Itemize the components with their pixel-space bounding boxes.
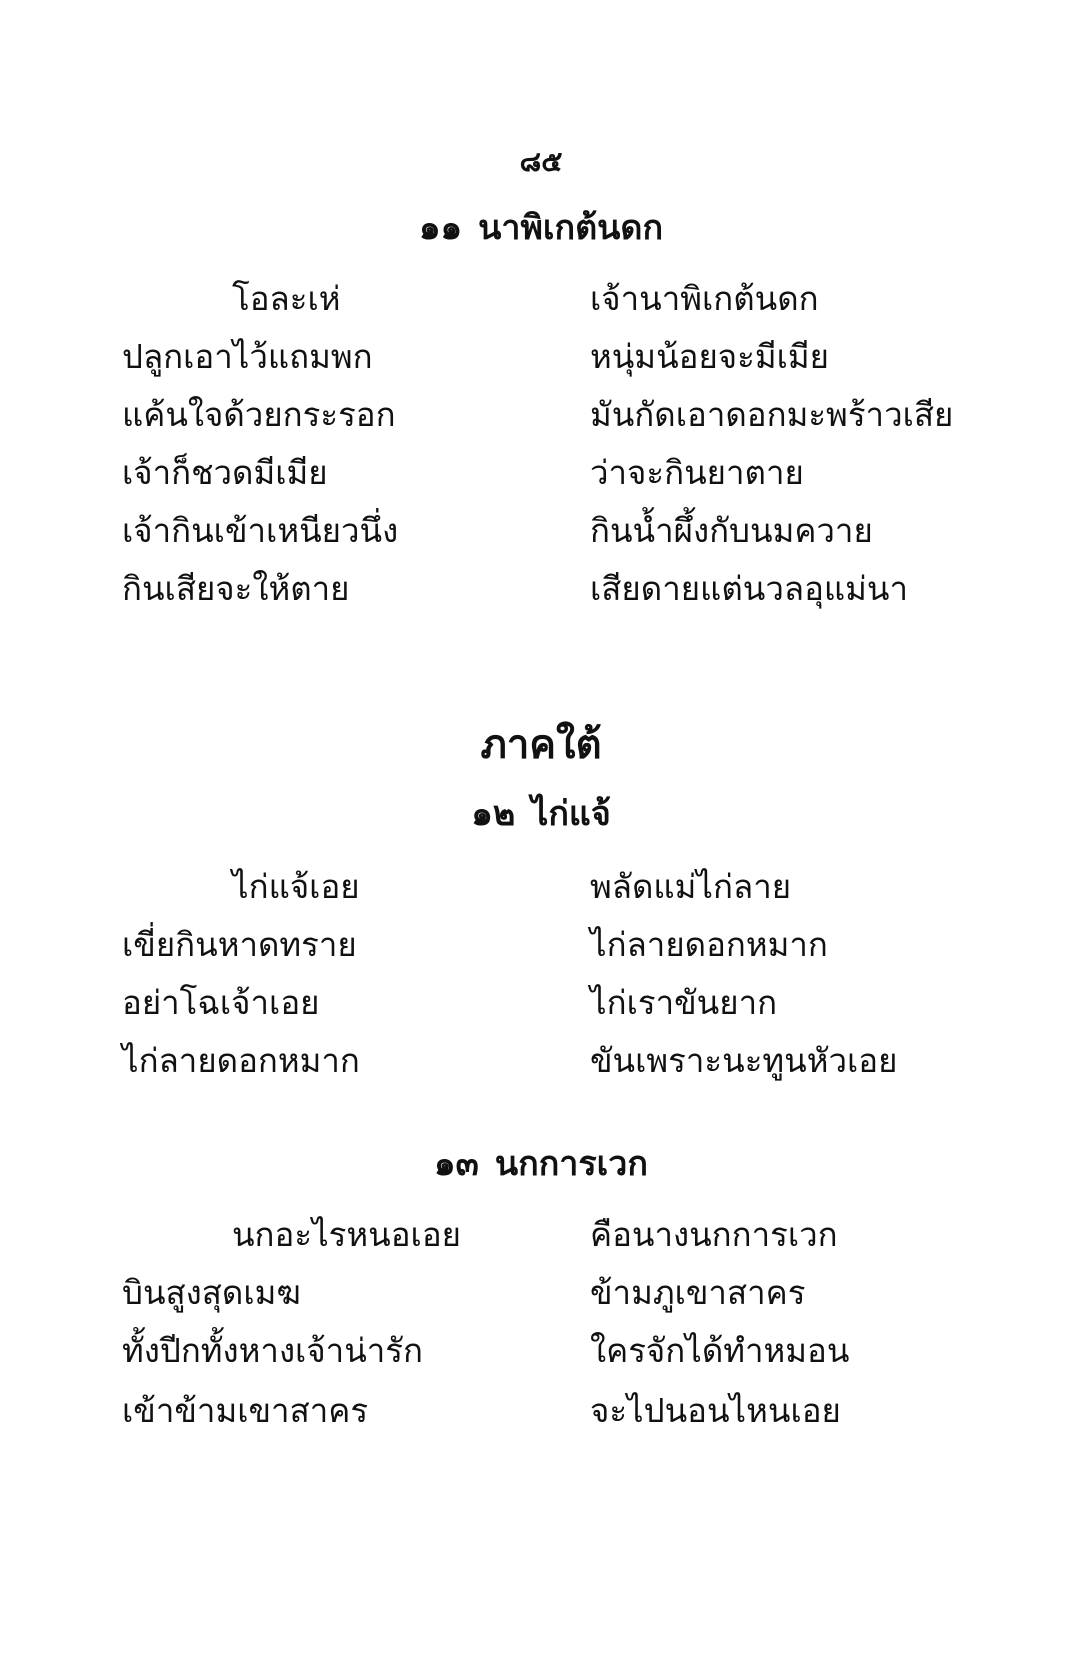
section-title: ไก่แจ้ <box>531 794 611 834</box>
verse-line: กินเสียจะให้ตาย <box>122 569 350 608</box>
verse-line: บินสูงสุดเมฆ <box>122 1273 301 1312</box>
verse-line: ขันเพราะนะทูนหัวเอย <box>590 1041 898 1080</box>
verse-line: เจ้าก็ชวดมีเมีย <box>122 453 328 492</box>
verse-line: พลัดแม่ไก่ลาย <box>590 867 792 906</box>
section-12-title <box>0 786 1082 840</box>
region-heading: ภาคใต้ <box>480 722 602 768</box>
verse-line: จะไปนอนไหนเอย <box>590 1391 841 1430</box>
verse-line: คือนางนกการเวก <box>590 1215 838 1254</box>
verse-line: เขี่ยกินหาดทราย <box>122 925 357 964</box>
section-title: นาพิเกต้นดก <box>478 208 664 248</box>
verse-line: อย่าโฉเจ้าเอย <box>122 983 320 1022</box>
verse-line: เจ้ากินเข้าเหนียวนึ่ง <box>122 511 399 550</box>
section-13-title <box>0 1136 1082 1190</box>
verse-line: แค้นใจด้วยกระรอก <box>122 395 396 434</box>
verse-line: เจ้านาพิเกต้นดก <box>590 279 819 318</box>
verse-line: ว่าจะกินยาตาย <box>590 453 804 492</box>
section-11-title <box>0 200 1082 254</box>
verse-line: หนุ่มน้อยจะมีเมีย <box>590 337 829 376</box>
verse-line: ทั้งปีกทั้งหางเจ้าน่ารัก <box>122 1331 423 1370</box>
section-number: ๑๑ <box>418 208 463 248</box>
verse-line: ไก่แจ้เอย <box>232 867 360 906</box>
section-number: ๑๒ <box>471 794 516 834</box>
verse-line: ไก่เราขันยาก <box>590 983 778 1022</box>
verse-line: มันกัดเอาดอกมะพร้าวเสีย <box>590 395 954 434</box>
verse-line: ปลูกเอาไว้แถมพก <box>122 337 373 376</box>
verse-line: นกอะไรหนอเอย <box>232 1215 461 1254</box>
verse-line: เสียดายแต่นวลอุแม่นา <box>590 569 908 608</box>
section-title: นกการเวก <box>494 1144 648 1184</box>
verse-line: ใครจักได้ทำหมอน <box>590 1331 850 1370</box>
verse-line: โอละเห่ <box>232 279 341 318</box>
verse-line: ไก่ลายดอกหมาก <box>590 925 828 964</box>
verse-line: ข้ามภูเขาสาคร <box>590 1273 806 1312</box>
verse-line: กินน้ำผึ้งกับนมควาย <box>590 511 873 550</box>
verse-line: เข้าข้ามเขาสาคร <box>122 1391 369 1430</box>
verse-line: ไก่ลายดอกหมาก <box>122 1041 360 1080</box>
section-number: ๑๓ <box>434 1144 479 1184</box>
page-number: ๘๕ <box>519 145 563 178</box>
